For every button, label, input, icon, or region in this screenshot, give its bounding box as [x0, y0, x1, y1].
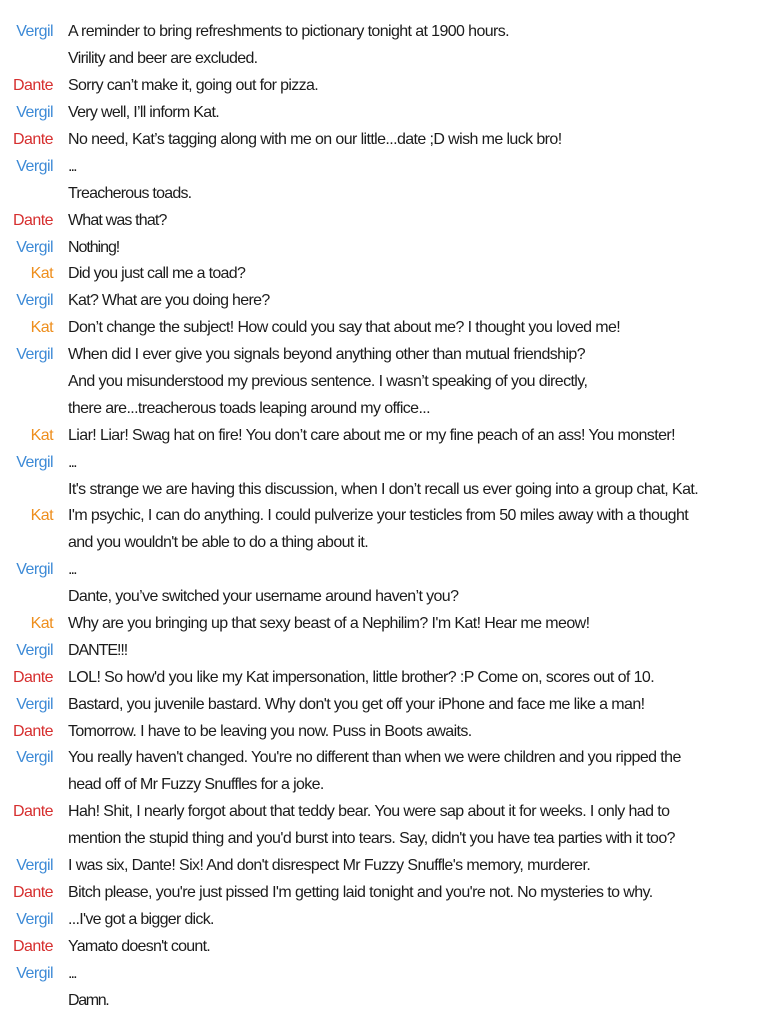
speaker-name: Dante [13, 937, 53, 955]
speaker-name: Dante [13, 883, 53, 901]
speaker-name: Vergil [16, 23, 53, 41]
message-text: Treacherous toads. [68, 184, 192, 202]
message-text: I'm psychic, I can do anything. I could pulverize your testicles from 50 miles away with a thought [68, 507, 689, 525]
speaker-name: Dante [13, 131, 53, 148]
chat-line [0, 476, 761, 503]
speaker-name: Kat [30, 507, 53, 525]
message-text: Did you just call me a toad? [68, 265, 246, 283]
speaker-name: Vergil [16, 964, 53, 982]
chat-line [0, 207, 761, 234]
speaker-name: Vergil [16, 104, 53, 122]
chat-line [0, 73, 761, 100]
speaker-name: Vergil [16, 695, 53, 713]
chat-line [0, 799, 761, 826]
chat-line [0, 772, 761, 799]
message-text: Sorry can’t make it, going out for pizza. [68, 77, 319, 95]
speaker-name: Dante [13, 77, 53, 95]
speaker-name: Vergil [16, 238, 53, 256]
message-text: LOL! So how'd you like my Kat impersonation, little brother? :P Come on, scores out of 10. [68, 668, 655, 686]
chat-line [0, 664, 761, 691]
message-text: Bitch please, you're just pissed I'm getting laid tonight and you're not. No mysteries to why. [68, 883, 653, 901]
message-text: And you misunderstood my previous sentence. I wasn’t speaking of you directly, [68, 373, 588, 391]
chat-line [0, 530, 761, 557]
speaker-name: Kat [30, 265, 53, 283]
speaker-name: Dante [13, 722, 53, 740]
speaker-name: Vergil [16, 157, 53, 175]
chat-line [0, 637, 761, 664]
chat-line [0, 960, 761, 987]
speaker-name: Kat [30, 615, 53, 633]
speaker-name: Vergil [16, 910, 53, 928]
chat-line [0, 369, 761, 396]
message-text: mention the stupid thing and you'd burst into tears. Say, didn't you have tea parties with it too? [68, 830, 675, 848]
speaker-name: Vergil [16, 857, 53, 875]
chat-line [0, 288, 761, 315]
speaker-name: Dante [13, 668, 53, 686]
speaker-name: Dante [13, 211, 53, 229]
speaker-name: Vergil [16, 453, 53, 471]
message-text: It's strange we are having this discussion, when I don’t recall us ever going into a group chat, Kat. [68, 480, 699, 498]
chat-line [0, 395, 761, 422]
speaker-name: Kat [30, 319, 53, 337]
message-text: Virility and beer are excluded. [68, 50, 258, 68]
message-text: DANTE!!! [68, 641, 128, 659]
message-text: No need, Kat’s tagging along with me on our little...date ;D wish me luck bro! [68, 131, 562, 148]
chat-line [0, 153, 761, 180]
chat-line [0, 880, 761, 907]
message-text: head off of Mr Fuzzy Snuffles for a joke. [68, 776, 324, 794]
message-text: ... [68, 453, 76, 471]
chat-line [0, 127, 761, 154]
chat-line [0, 853, 761, 880]
message-text: Very well, I’ll inform Kat. [68, 104, 219, 122]
chat-line [0, 46, 761, 73]
speaker-name: Kat [30, 426, 53, 444]
message-text: What was that? [68, 211, 167, 229]
chat-line [0, 826, 761, 853]
chat-line [0, 691, 761, 718]
message-text: A reminder to bring refreshments to pictionary tonight at 1900 hours. [68, 23, 509, 41]
message-text: I was six, Dante! Six! And don't disrespect Mr Fuzzy Snuffle's memory, murderer. [68, 857, 591, 875]
message-text: You really haven't changed. You're no different than when we were children and you ripped the [68, 749, 681, 767]
chat-line [0, 234, 761, 261]
message-text: Why are you bringing up that sexy beast of a Nephilim? I'm Kat! Hear me meow! [68, 615, 590, 633]
chat-line [0, 261, 761, 288]
chat-line [0, 422, 761, 449]
message-text: When did I ever give you signals beyond anything other than mutual friendship? [68, 346, 586, 364]
chat-line [0, 557, 761, 584]
chat-line [0, 19, 761, 46]
chat-line [0, 315, 761, 342]
message-text: ... [68, 561, 76, 579]
chat-line [0, 745, 761, 772]
speaker-name: Vergil [16, 561, 53, 579]
chat-line [0, 718, 761, 745]
chat-line [0, 503, 761, 530]
chat-line [0, 933, 761, 960]
message-text: Don’t change the subject! How could you say that about me? I thought you loved me! [68, 319, 621, 337]
chat-line [0, 987, 761, 1014]
chat-line [0, 449, 761, 476]
message-text: Yamato doesn't count. [68, 937, 210, 955]
message-text: Damn. [68, 991, 109, 1009]
chat-line [0, 611, 761, 638]
chat-line [0, 180, 761, 207]
speaker-name: Vergil [16, 749, 53, 767]
message-text: ... [68, 157, 76, 175]
message-text: ... [68, 964, 76, 982]
message-text: there are...treacherous toads leaping around my office... [68, 399, 430, 417]
speaker-name: Vergil [16, 346, 53, 364]
chat-line [0, 906, 761, 933]
chat-line [0, 100, 761, 127]
message-text: Dante, you’ve switched your username around haven’t you? [68, 588, 459, 606]
message-text: ...I've got a bigger dick. [68, 910, 214, 928]
chat-line [0, 584, 761, 611]
speaker-name: Dante [13, 803, 53, 821]
chat-line [0, 342, 761, 369]
message-text: and you wouldn't be able to do a thing about it. [68, 534, 369, 552]
message-text: Kat? What are you doing here? [68, 292, 270, 310]
speaker-name: Vergil [16, 292, 53, 310]
message-text: Bastard, you juvenile bastard. Why don't you get off your iPhone and face me like a man! [68, 695, 645, 713]
message-text: Tomorrow. I have to be leaving you now. Puss in Boots awaits. [68, 722, 472, 740]
message-text: Nothing! [68, 238, 120, 256]
message-text: Liar! Liar! Swag hat on fire! You don’t care about me or my fine peach of an ass! You monster! [68, 426, 675, 444]
message-text: Hah! Shit, I nearly forgot about that teddy bear. You were sap about it for weeks. I only had to [68, 803, 670, 821]
speaker-name: Vergil [16, 641, 53, 659]
